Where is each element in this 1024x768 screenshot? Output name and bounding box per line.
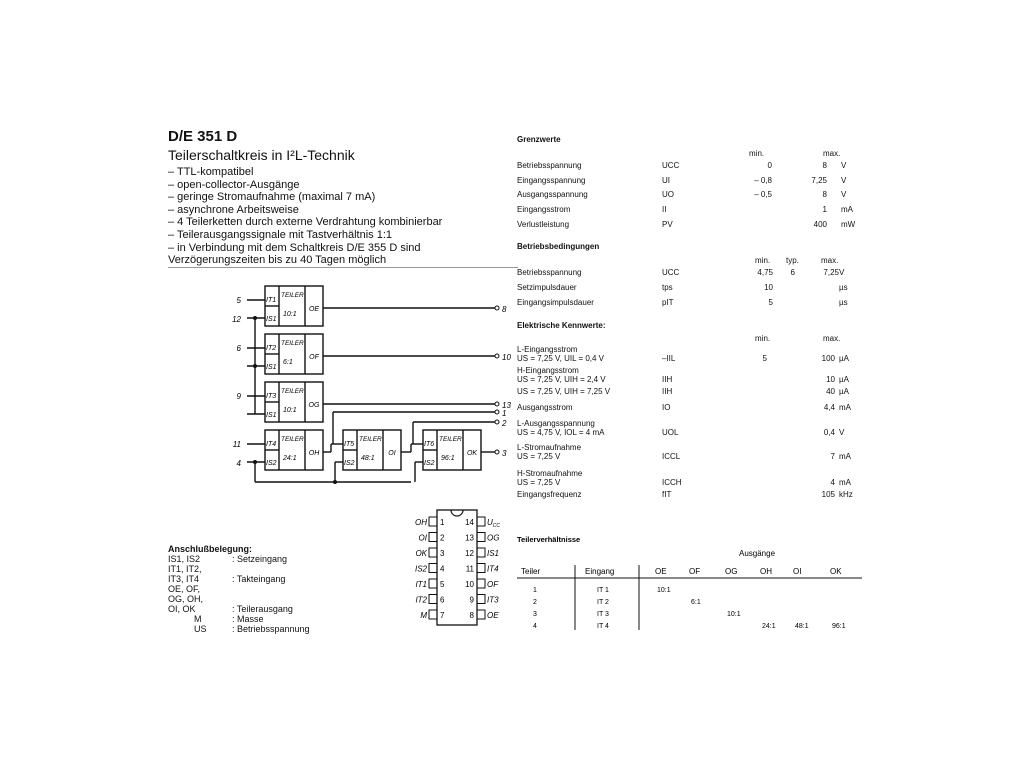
ic-pinout-diagram: [395, 505, 520, 630]
pin-number: 4: [236, 459, 241, 468]
spec-label: US = 7,25 V, UIL = 0,4 V: [517, 354, 605, 363]
pin-number: 5: [440, 580, 445, 589]
block-ratio: 96:1: [441, 455, 455, 462]
block-input-label: IS1: [266, 412, 277, 419]
pin-number: 2: [502, 419, 507, 428]
block-name: TEILER: [439, 436, 462, 443]
spec-min: 0: [767, 161, 772, 170]
table-header: Eingang: [585, 567, 615, 576]
block-output-label: OI: [388, 450, 396, 457]
block-input-label: IS2: [266, 460, 277, 467]
divider: [168, 267, 518, 268]
pin-label: OE: [487, 611, 499, 620]
spec-symbol: PV: [662, 219, 673, 229]
pin-pad: [429, 517, 437, 526]
section-heading-kennwerte: Elektrische Kennwerte:: [517, 321, 606, 330]
table-cell: 10:1: [727, 611, 741, 618]
column-header: typ.: [786, 256, 799, 265]
pin-number: 9: [236, 392, 241, 401]
spec-max: 7,25: [823, 268, 839, 277]
pin-pad: [429, 548, 437, 557]
section-heading-betriebsbedingungen: Betriebsbedingungen: [517, 242, 600, 251]
pin-legend-key: IT1, IT2,: [168, 564, 202, 574]
spec-symbol: IIH: [662, 387, 673, 396]
pin-terminal: [495, 306, 499, 310]
spec-symbol: UI: [662, 175, 670, 185]
spec-label: Setzimpulsdauer: [517, 283, 577, 292]
block-input-label: IT2: [266, 345, 277, 352]
column-header: max.: [823, 149, 841, 158]
pin-legend-value: : Masse: [232, 614, 264, 624]
spec-symbol: pIT: [662, 298, 674, 307]
feature-item: – open-collector-Ausgänge: [168, 178, 300, 191]
pin-label: OH: [415, 518, 427, 527]
pin-number: 12: [232, 315, 241, 324]
block-input-label: IT1: [266, 297, 277, 304]
spec-unit: µs: [839, 298, 848, 307]
pin-legend-value: : Takteingang: [232, 574, 286, 584]
block-name: TEILER: [281, 292, 304, 299]
pin-number: 13: [465, 533, 474, 543]
spec-label: US = 4,75 V, IOL = 4 mA: [517, 428, 605, 437]
spec-unit: µA: [839, 354, 849, 363]
pin-pad: [477, 517, 485, 526]
junction-dot: [253, 364, 257, 368]
spec-unit: µA: [839, 375, 849, 384]
pin-label: IT4: [487, 564, 499, 574]
spec-label: US = 7,25 V: [517, 478, 561, 487]
spec-label: Eingangsstrom: [517, 205, 571, 215]
table-header: OG: [725, 567, 738, 576]
junction-dot: [333, 480, 337, 484]
spec-symbol: IO: [662, 403, 671, 412]
block-input-label: IT6: [424, 441, 435, 448]
pin-number: 4: [440, 564, 445, 574]
spec-min: – 0,8: [754, 175, 772, 185]
block-output-label: OE: [308, 306, 320, 313]
spec-unit: mA: [839, 478, 851, 487]
feature-item: – geringe Stromaufnahme (maximal 7 mA): [168, 191, 376, 204]
spec-unit: V: [839, 428, 845, 437]
pin-pad: [477, 564, 485, 573]
block-output-label: OF: [309, 354, 319, 361]
feature-item: – asynchrone Arbeitsweise: [168, 203, 299, 216]
table-cell: 1: [533, 587, 537, 594]
pin-legend-key: M: [194, 614, 202, 624]
spec-min: 5: [762, 354, 767, 363]
pin-terminal: [495, 402, 499, 406]
spec-min: 4,75: [757, 268, 773, 277]
block-ratio: 48:1: [361, 455, 375, 462]
pin-pad: [477, 533, 485, 542]
block-name: TEILER: [281, 388, 304, 395]
pin-number: 8: [469, 611, 474, 620]
spec-label: US = 7,25 V, UIH = 2,4 V: [517, 375, 606, 384]
block-ratio: 10:1: [283, 311, 297, 318]
pin-number: 6: [236, 344, 241, 353]
block-name: TEILER: [281, 340, 304, 347]
block-input-label: IT3: [266, 393, 277, 400]
page-subtitle: Teilerschaltkreis in I²L-Technik: [168, 147, 355, 163]
pin-number: 6: [440, 595, 445, 605]
table-cell: 6:1: [691, 599, 701, 606]
pin-label: $U_{CC}$: [487, 518, 501, 529]
spec-unit: kHz: [839, 490, 853, 499]
spec-symbol: UOL: [662, 428, 679, 437]
pin-number: 14: [465, 518, 474, 527]
table-cell: 10:1: [657, 587, 671, 594]
spec-max: 8: [822, 161, 827, 170]
pin-pad: [477, 610, 485, 619]
pin-terminal: [495, 420, 499, 424]
pin-number: 11: [232, 440, 241, 449]
spec-max: 400: [813, 219, 827, 229]
junction-dot: [253, 460, 257, 464]
pin-pad: [429, 533, 437, 542]
feature-item: – in Verbindung mit dem Schaltkreis D/E 355 D sind Verzögerungszeiten bis zu 40 Tagen möglich: [168, 241, 421, 267]
spec-max: 1: [822, 205, 827, 215]
pin-legend-key: OG, OH,: [168, 594, 204, 604]
pin-legend-heading: Anschlußbelegung:: [168, 544, 252, 554]
spec-label: Betriebsspannung: [517, 161, 582, 170]
section-heading-teilerverhaeltnisse: Teilerverhältnisse: [517, 535, 581, 544]
pin-assignment-legend: [168, 544, 310, 634]
spec-unit: V: [841, 161, 847, 170]
specifications: [517, 130, 867, 530]
feature-item: – 4 Teilerketten durch externe Verdrahtung kombinierbar: [168, 216, 443, 229]
spec-symbol: tps: [662, 283, 673, 292]
block-output-label: OK: [466, 450, 478, 457]
column-header: max.: [821, 256, 839, 265]
pin-legend-row: [168, 574, 310, 584]
column-header: min.: [755, 256, 771, 265]
spec-max: 105: [821, 490, 835, 499]
spec-unit: mW: [841, 219, 856, 229]
table-cell: 96:1: [832, 623, 846, 630]
pin-legend-row: [168, 564, 310, 574]
pin-legend-row: [168, 624, 310, 634]
block-ratio: 24:1: [283, 455, 297, 462]
section-heading-grenzwerte: Grenzwerte: [517, 135, 561, 144]
pin-terminal: [495, 354, 499, 358]
spec-label: H-Stromaufnahme: [517, 469, 583, 478]
block-name: TEILER: [359, 436, 382, 443]
pin-number: 8: [502, 305, 507, 314]
spec-symbol: fIT: [662, 490, 672, 499]
pin-number: 10: [465, 580, 474, 589]
feature-list: [168, 166, 518, 267]
table-header: OK: [830, 567, 842, 576]
pin-terminal: [495, 450, 499, 454]
pin-legend-key: US: [194, 624, 207, 634]
pin-pad: [477, 595, 485, 604]
pin-number: 9: [469, 595, 474, 605]
pin-legend-row: [168, 584, 310, 594]
block-input-label: IS1: [266, 364, 277, 371]
pin-legend-row: [168, 614, 310, 624]
spec-symbol: UCC: [662, 161, 680, 170]
pin-pad: [429, 610, 437, 619]
spec-unit: mA: [839, 452, 851, 461]
spec-unit: V: [839, 268, 845, 277]
spec-unit: µA: [839, 387, 849, 396]
spec-label: L-Stromaufnahme: [517, 443, 582, 452]
block-input-label: IS2: [344, 460, 355, 467]
pin-label: M: [420, 611, 427, 620]
spec-max: 4: [830, 478, 835, 487]
spec-symbol: IIH: [662, 375, 673, 384]
table-header: OF: [689, 567, 701, 576]
pin-number: 5: [236, 296, 241, 305]
pin-label: IT2: [415, 595, 427, 605]
spec-symbol: –IIL: [662, 354, 676, 363]
spec-symbol: UO: [662, 190, 674, 200]
pin-legend-value: : Teilerausgang: [232, 604, 293, 614]
spec-label: Eingangsimpulsdauer: [517, 298, 594, 307]
spec-unit: V: [841, 175, 847, 185]
pin-legend-row: [168, 554, 310, 564]
pin-pad: [429, 564, 437, 573]
spec-unit: mA: [841, 205, 853, 215]
table-header: OI: [793, 567, 802, 576]
column-header: min.: [749, 149, 765, 158]
table-cell: 2: [533, 599, 537, 606]
pin-legend-key: IT3, IT4: [168, 574, 200, 584]
block-input-label: IT4: [266, 441, 277, 448]
spec-min: 10: [764, 283, 773, 292]
divider-ratio-table: [517, 530, 867, 640]
ic-notch: [451, 510, 463, 516]
block-diagram: [225, 278, 525, 488]
pin-legend-key: IS1, IS2: [168, 554, 201, 564]
pin-number: 1: [440, 518, 445, 527]
spec-max: 40: [826, 387, 835, 396]
spec-max: 10: [826, 375, 835, 384]
block-output-label: OG: [308, 402, 320, 409]
pin-label: IT3: [487, 595, 499, 605]
block-input-label: IT5: [344, 441, 355, 448]
spec-symbol: UCC: [662, 268, 680, 277]
spec-min: 5: [768, 298, 773, 307]
pin-legend-value: : Setzeingang: [232, 554, 288, 564]
spec-unit: V: [841, 190, 847, 200]
pin-number: 1: [502, 409, 507, 418]
pin-label: IT1: [415, 580, 427, 589]
pin-label: OF: [487, 580, 499, 589]
pin-pad: [477, 579, 485, 588]
table-cell: IT 4: [597, 623, 609, 630]
block-input-label: IS1: [266, 316, 277, 323]
block-ratio: 6:1: [283, 359, 293, 366]
block-ratio: 10:1: [283, 407, 297, 414]
pin-number: 11: [465, 564, 474, 574]
pin-terminal: [495, 410, 499, 414]
page-title: D/E 351 D: [168, 128, 238, 145]
spec-label: L-Ausgangsspannung: [517, 419, 595, 428]
pin-number: 10: [502, 353, 511, 362]
block-input-label: IS2: [424, 460, 435, 467]
table-cell: 48:1: [795, 623, 809, 630]
spec-max: 100: [821, 354, 835, 363]
table-group-header: Ausgänge: [738, 549, 776, 558]
pin-label: IS1: [487, 549, 500, 558]
spec-unit: µs: [839, 283, 848, 292]
pin-label: IS2: [414, 564, 427, 574]
pin-number: 3: [440, 549, 445, 558]
spec-max: 0,4: [823, 428, 835, 437]
feature-item: – Teilerausgangssignale mit Tastverhältnis 1:1: [168, 228, 393, 241]
table-header: Teiler: [521, 567, 541, 576]
table-header: OH: [760, 567, 772, 576]
pin-number: 12: [465, 549, 474, 558]
spec-typ: 6: [790, 268, 795, 277]
pin-label: OG: [487, 533, 500, 543]
block-name: TEILER: [281, 436, 304, 443]
table-cell: 3: [533, 611, 537, 618]
table-cell: 24:1: [762, 623, 776, 630]
junction-dot: [253, 316, 257, 320]
pin-label: OI: [418, 533, 427, 543]
block-output-label: OH: [308, 450, 320, 457]
pin-pad: [429, 595, 437, 604]
table-cell: IT 1: [597, 587, 609, 594]
spec-label: Verlustleistung: [517, 219, 570, 229]
spec-label: Eingangsspannung: [517, 175, 586, 185]
pin-legend-row: [168, 594, 310, 604]
spec-max: 4,4: [823, 403, 835, 412]
pin-label: OK: [415, 549, 427, 558]
spec-label: Ausgangsstrom: [517, 403, 573, 412]
spec-label: US = 7,25 V, UIH = 7,25 V: [517, 387, 611, 396]
spec-label: Betriebsspannung: [517, 268, 582, 277]
pin-legend-value: : Betriebsspannung: [232, 624, 310, 634]
table-header: OE: [655, 567, 667, 576]
column-header: max.: [823, 334, 841, 343]
spec-max: 8: [822, 190, 827, 200]
feature-item: – TTL-kompatibel: [168, 166, 254, 178]
spec-symbol: ICCH: [662, 478, 682, 487]
pin-legend-key: OI, OK: [168, 604, 196, 614]
spec-label: US = 7,25 V: [517, 452, 561, 461]
pin-legend-row: [168, 604, 310, 614]
pin-number: 2: [440, 533, 445, 543]
table-cell: IT 3: [597, 611, 609, 618]
spec-label: Ausgangsspannung: [517, 190, 588, 200]
table-cell: IT 2: [597, 599, 609, 606]
spec-label: Eingangsfrequenz: [517, 490, 582, 499]
pin-legend-key: OE, OF,: [168, 584, 201, 594]
spec-label: H-Eingangsstrom: [517, 366, 579, 375]
spec-label: L-Eingangsstrom: [517, 345, 578, 354]
pin-number: 7: [440, 611, 445, 620]
pin-pad: [429, 579, 437, 588]
spec-symbol: II: [662, 205, 667, 215]
spec-min: – 0,5: [754, 190, 772, 200]
table-cell: 4: [533, 623, 537, 630]
spec-max: 7: [830, 452, 835, 461]
spec-symbol: ICCL: [662, 452, 681, 461]
pin-number: 13: [502, 401, 511, 410]
spec-max: 7,25: [811, 175, 827, 185]
spec-unit: mA: [839, 403, 851, 412]
pin-pad: [477, 548, 485, 557]
pin-number: 3: [502, 449, 507, 458]
column-header: min.: [755, 334, 771, 343]
